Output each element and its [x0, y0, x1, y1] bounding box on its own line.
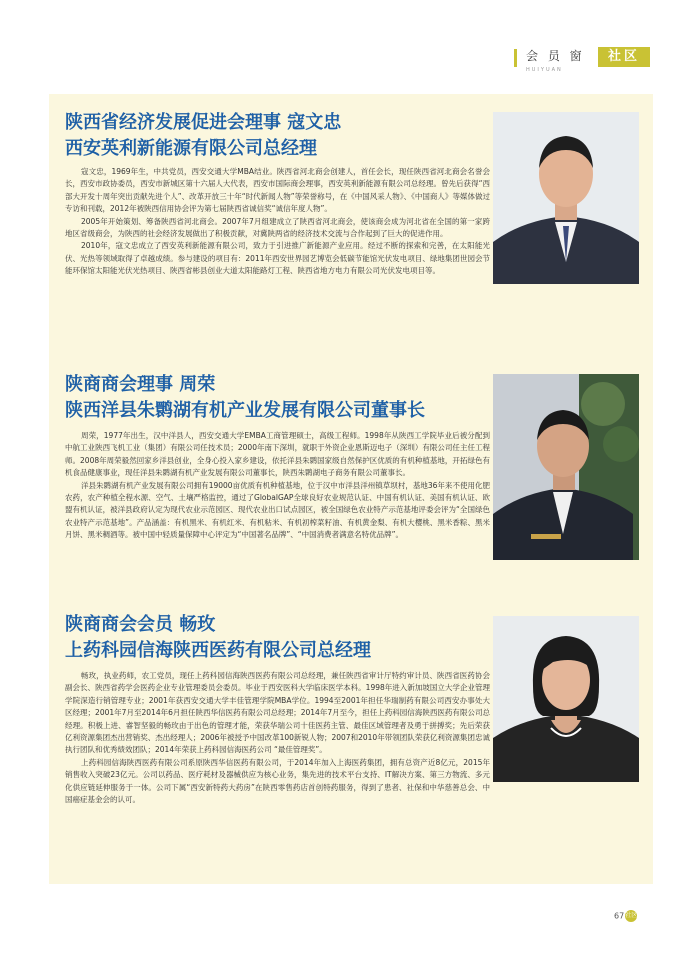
- portrait-photo: [493, 616, 639, 782]
- column-name: 会 员 窗: [526, 49, 585, 63]
- profile-paragraph: 畅玫，执业药师，农工党员，现任上药科园信海陕西医药有限公司总经理，兼任陕西省审计厅特约审计员、陕西省医药协会副会长、陕西省药学会医药企业专业管理委员会委员。毕业于西安医科大学临床医学本科。1998年进入新加坡国立大学企业管理学院深造行销管理专业；2001年获西安交通大学丰佳管理学院MBA学位。1994至2001年担任华瑞制药有限公司西安办事处大区经理；2001年7月至2014年6月担任陕西华信医药有限公司总经理；2014年7月至今，担任上药科园信海陕西医药有限公司总经理。积极上进、睿智坚毅的畅玫由于出色的管理才能，荣获华瑞公司十佳医药主管、最佳区域管理者及勇于拼搏奖；先后荣获亿利资源集团杰出营销奖、杰出经理人；2006年被授予中国改革100新锐人物；2007和2010年带领团队荣获亿利资源集团忠诚执行团队和优秀绩效团队；2014年荣获上药科园信海医药公司 “最佳管理奖”。: [65, 671, 490, 755]
- profile-paragraph: 2010年，寇文忠成立了西安英利新能源有限公司，致力于引进推广新能源产业应用。经过不断的探索和完善，在太阳能光伏、光热等领域取得了卓越成绩。参与建设的项目有：2011年西安世界园艺博览会低碳节能馆光伏发电项目、绿地集团世园会节能环保馆太阳能光伏光热项目、陕西省彬县创业大道太阳能路灯工程、陕西省地方电力有限公司光伏发电项目等。: [65, 241, 490, 276]
- profile-title-line1: 陕商商会会员 畅玫: [65, 614, 216, 635]
- section-tag: 社区: [598, 47, 650, 67]
- section-header: [514, 47, 654, 77]
- page-number: 67: [614, 911, 625, 921]
- profile-paragraph: 周荣，1977年出生，汉中洋县人，西安交通大学EMBA工商管理硕士，高级工程师。1998年从陕西工学院毕业后被分配到中航工业陕西飞机工业（集团）有限公司任技术员；2000年南下深圳，就职于外资企业恩斯迈电子（深圳）有限公司任主任工程师。2008年周荣毅然回家乡洋县创业，全身心投入家乡建设，依托洋县朱鹮国家级自然保护区优质的有机种植基地，开拓绿色有机食品健康事业，现任洋县朱鹮湖有机产业发展有限公司董事长，陕西朱鹮湖电子商务有限公司董事长。: [65, 431, 490, 478]
- profile-body: [65, 166, 490, 366]
- profile-title-line2: 陕西洋县朱鹮湖有机产业发展有限公司董事长: [65, 400, 425, 421]
- header-accent-bar: [514, 49, 517, 67]
- profile-title-line2: 西安英利新能源有限公司总经理: [65, 138, 317, 159]
- profile-body: [65, 430, 490, 598]
- portrait-photo: [493, 112, 639, 284]
- profile-body: [65, 670, 490, 886]
- column-subtitle: HUIYUAN: [526, 67, 563, 73]
- page-mark-badge: 社区: [625, 910, 637, 922]
- profile-title-line1: 陕西省经济发展促进会理事 寇文忠: [65, 112, 342, 133]
- profile-title-line2: 上药科园信海陕西医药有限公司总经理: [65, 640, 371, 661]
- content-panel: [49, 94, 653, 884]
- profile-paragraph: 上药科园信海陕西医药有限公司系原陕西华信医药有限公司，于2014年加入上海医药集团，拥有总资产近8亿元，2015年销售收入突破23亿元。公司以药品、医疗耗材及器械供应为核心业务，集先进的技术平台支持、IT解决方案、第三方物流、多元化供应链延伸服务于一体。公司下属“西安新特药大药房”在陕西零售药店首创特药服务，得到了患者、社保和中华慈善总会、中国癌症基金会的认可。: [65, 757, 490, 805]
- profile-paragraph: 洋县朱鹮湖有机产业发展有限公司拥有19000亩优质有机种植基地，位于汉中市洋县洋州镇草坝村，基地36年来不使用化肥农药，农产种植全程水源、空气、土壤严格监控，通过了GlobalGAP全球良好农业规范认证、中国有机认证、美国有机认证、欧盟有机认证，被洋县政府认定为现代农业示范园区、现代农业出口试点园区，被全国绿色农业特产示范基地评委会评为“全国绿色农业特产示范基地”。产品涵盖：有机黑米、有机红米、有机粘米、有机初榨菜籽油、有机黄金梨、有机大樱桃、黑米香粽、黑米月饼、黑米稠酒等。被中国中轻质量保障中心评定为“中国著名品牌”、“中国消费者满意名特优品牌”。: [65, 480, 490, 540]
- profile-paragraph: 寇文忠，1969年生，中共党员，西安交通大学MBA结业。陕西省河北商会创建人，首任会长，现任陕西省河北商会名誉会长，西安市政协委员，西安市新城区第十六届人大代表，西安市国际商会理事，西安英利新能源有限公司总经理。曾先后获得“西部大开发十周年突出贡献先进个人”、改革开放三十年“时代新闻人物”等荣誉称号，在《中国风采人物》、《中国商人》等媒体做过专访和刊载，2012年被陕西信用协会评为第七届陕西省诚信奖“诚信年度人物”。: [65, 167, 490, 214]
- profile-paragraph: 2005年开始策划、筹备陕西省河北商会。2007年7月组建成立了陕西省河北商会，使该商会成为河北省在全国的第一家跨地区省级商会，为陕西的社会经济发展做出了积极贡献，对冀陕两省的经济技术交流与合作起到了巨大的促进作用。: [65, 216, 490, 239]
- portrait-photo: [493, 374, 639, 560]
- profile-title-line1: 陕商商会理事 周荣: [65, 374, 216, 395]
- page-footer: [614, 910, 637, 922]
